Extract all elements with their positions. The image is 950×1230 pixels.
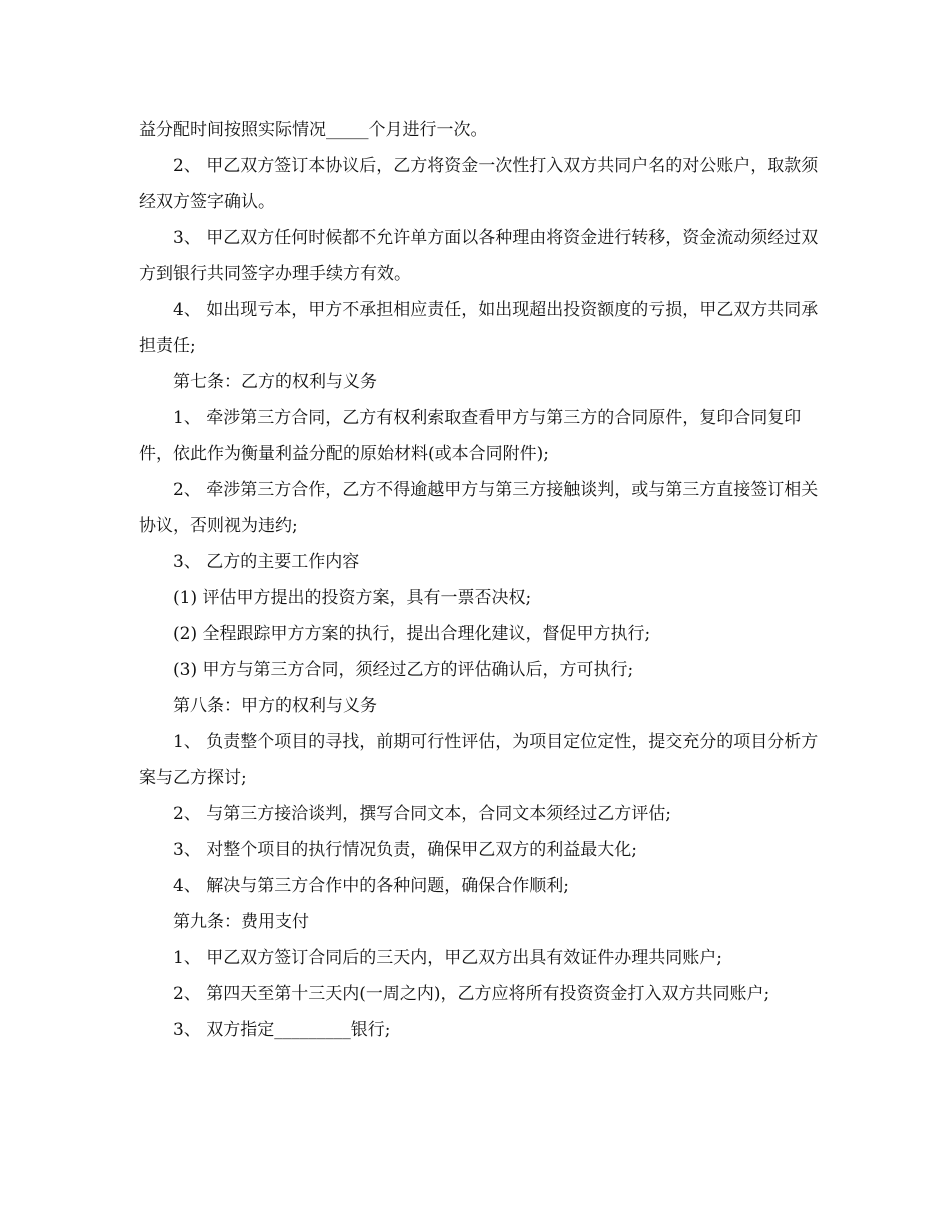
paragraph: 1、 负责整个项目的寻找，前期可行性评估，为项目定位定性，提交充分的项目分析方案与乙方探讨; (139, 732, 819, 788)
section-heading: 第九条：费用支付 (173, 912, 309, 932)
list-item: (3) 甲方与第三方合同，须经过乙方的评估确认后，方可执行; (173, 660, 634, 680)
paragraph: 益分配时间按照实际情况_____个月进行一次。 (139, 120, 488, 140)
list-item: (2) 全程跟踪甲方方案的执行，提出合理化建议，督促甲方执行; (173, 624, 651, 644)
paragraph: 2、 第四天至第十三天内(一周之内)，乙方应将所有投资资金打入双方共同账户; (173, 984, 770, 1004)
paragraph: 1、 甲乙双方签订合同后的三天内，甲乙双方出具有效证件办理共同账户; (173, 948, 722, 968)
document-body (139, 112, 819, 1048)
paragraph: 3、 甲乙双方任何时候都不允许单方面以各种理由将资金进行转移，资金流动须经过双方到银行共同签字办理手续方有效。 (139, 228, 819, 284)
paragraph: 3、 双方指定_________银行; (173, 1020, 391, 1040)
paragraph: 1、 牵涉第三方合同，乙方有权利索取查看甲方与第三方的合同原件，复印合同复印件，依此作为衡量利益分配的原始材料(或本合同附件); (139, 408, 802, 464)
list-item: (1) 评估甲方提出的投资方案，具有一票否决权; (173, 588, 532, 608)
paragraph: 2、 牵涉第三方合作，乙方不得逾越甲方与第三方接触谈判，或与第三方直接签订相关协议，否则视为违约; (139, 480, 819, 536)
section-heading: 第八条：甲方的权利与义务 (173, 696, 377, 716)
paragraph: 4、 如出现亏本，甲方不承担相应责任，如出现超出投资额度的亏损，甲乙双方共同承担责任; (139, 300, 819, 356)
paragraph: 2、 甲乙双方签订本协议后，乙方将资金一次性打入双方共同户名的对公账户，取款须经双方签字确认。 (139, 156, 819, 212)
paragraph: 3、 乙方的主要工作内容 (173, 552, 360, 572)
paragraph: 3、 对整个项目的执行情况负责，确保甲乙双方的利益最大化; (173, 840, 637, 860)
paragraph: 4、 解决与第三方合作中的各种问题，确保合作顺利; (173, 876, 569, 896)
paragraph: 2、 与第三方接洽谈判，撰写合同文本，合同文本须经过乙方评估; (173, 804, 671, 824)
section-heading: 第七条：乙方的权利与义务 (173, 372, 377, 392)
